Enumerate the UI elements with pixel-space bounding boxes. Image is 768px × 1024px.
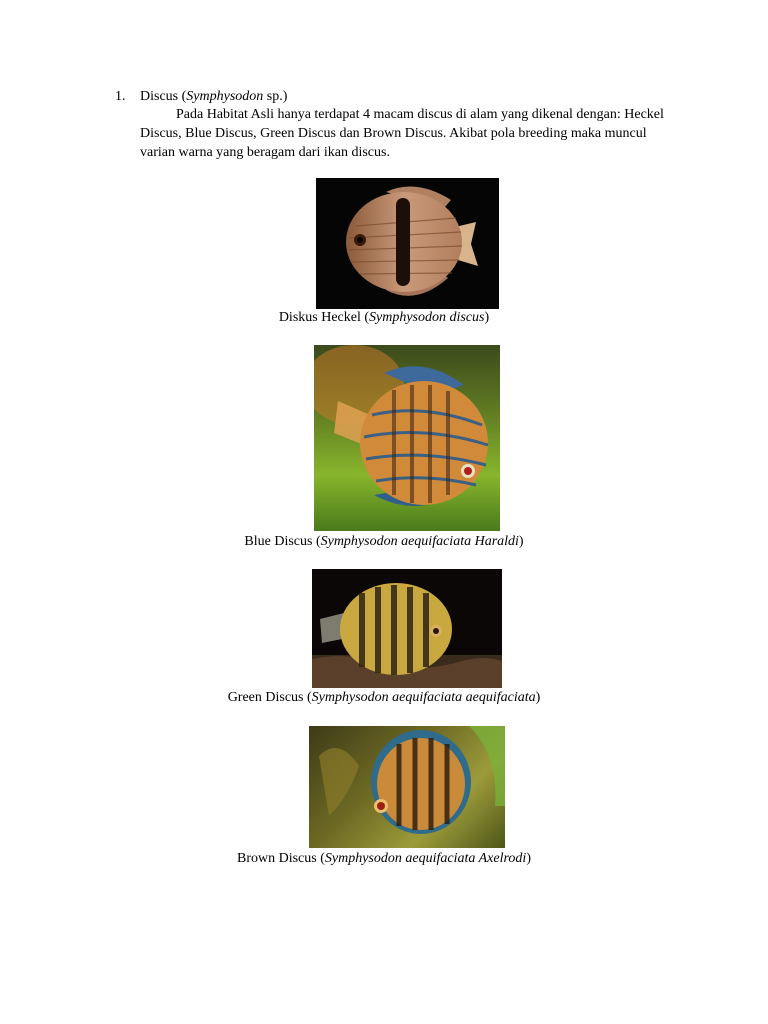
heckel-discus-fish-photo xyxy=(316,178,499,309)
list-number: 1. xyxy=(115,89,126,104)
caption-species: Symphysodon discus xyxy=(369,310,485,325)
heading-genus: Symphysodon xyxy=(186,89,264,104)
caption-text: Brown Discus ( xyxy=(237,851,325,866)
caption-text: Diskus Heckel ( xyxy=(278,310,370,325)
caption-heckel-discus xyxy=(0,309,768,327)
caption-brown-discus xyxy=(0,850,768,868)
caption-text: Blue Discus ( xyxy=(244,534,321,549)
list-item-heading xyxy=(115,87,287,106)
caption-end: ) xyxy=(518,534,524,549)
heading-prefix: Discus ( xyxy=(140,89,187,104)
blue-discus-fish-photo xyxy=(314,345,500,531)
heading-suffix: sp.) xyxy=(263,89,288,104)
caption-species: Symphysodon aequifaciata Axelrodi xyxy=(324,851,527,866)
caption-green-discus xyxy=(0,689,768,707)
caption-blue-discus xyxy=(0,533,768,551)
caption-end: ) xyxy=(535,690,541,705)
caption-species: Symphysodon aequifaciata Haraldi xyxy=(320,534,519,549)
caption-end: ) xyxy=(484,310,490,325)
intro-paragraph: Pada Habitat Asli hanya terdapat 4 macam discus di alam yang dikenal dengan: Heckel Discus, Blue Discus, Green Discus dan Brown Discus. Akibat pola breeding maka muncul varian warna yang beragam dari ikan discus. xyxy=(140,107,664,160)
brown-discus-fish-photo xyxy=(309,726,505,848)
caption-end: ) xyxy=(526,851,531,866)
caption-text: Green Discus ( xyxy=(227,690,312,705)
green-discus-fish-photo xyxy=(312,569,502,688)
caption-species: Symphysodon aequifaciata aequifaciata xyxy=(311,690,536,705)
